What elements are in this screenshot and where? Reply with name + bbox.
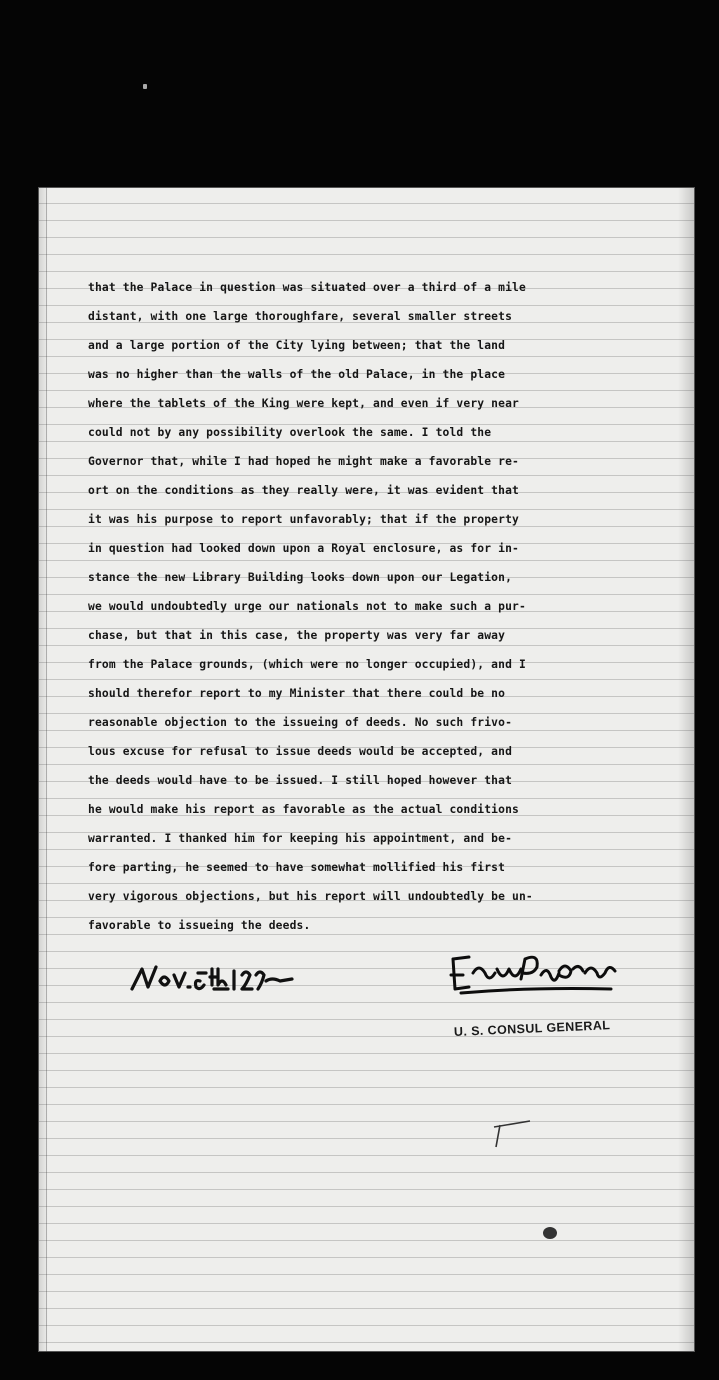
body-line: stance the new Library Building looks down upon our Legation, (88, 571, 513, 584)
body-line: very vigorous objections, but his report will undoubtedly be un- (88, 890, 533, 903)
body-line: where the tablets of the King were kept, and even if very near (88, 397, 519, 410)
handwritten-date (126, 959, 296, 1001)
ink-smudge (543, 1227, 557, 1239)
body-line: distant, with one large thoroughfare, several smaller streets (88, 310, 513, 323)
body-line: favorable to issueing the deeds. (88, 919, 311, 932)
body-line: ort on the conditions as they really were, it was evident that (88, 484, 519, 497)
signature (443, 949, 633, 1001)
body-line: it was his purpose to report unfavorably; that if the property (88, 513, 519, 526)
body-line: Governor that, while I had hoped he might make a favorable re- (88, 455, 519, 468)
letter-body (88, 273, 648, 940)
body-line: in question had looked down upon a Royal enclosure, as for in- (88, 542, 519, 555)
body-line: that the Palace in question was situated over a third of a mile (88, 281, 526, 294)
body-line: could not by any possibility overlook the same. I told the (88, 426, 492, 439)
body-line: should therefor report to my Minister that there could be no (88, 687, 506, 700)
document-page (38, 187, 695, 1352)
body-line: reasonable objection to the issueing of deeds. No such frivo- (88, 716, 513, 729)
body-line: fore parting, he seemed to have somewhat mollified his first (88, 861, 506, 874)
body-line: he would make his report as favorable as the actual conditions (88, 803, 519, 816)
body-line: and a large portion of the City lying between; that the land (88, 339, 506, 352)
body-line: was no higher than the walls of the old Palace, in the place (88, 368, 506, 381)
body-line: we would undoubtedly urge our nationals not to make such a pur- (88, 600, 526, 613)
body-line: lous excuse for refusal to issue deeds would be accepted, and (88, 745, 513, 758)
dust-speck (143, 84, 147, 89)
page-margin-line (46, 187, 47, 1352)
stray-pen-mark (490, 1117, 538, 1151)
body-line: chase, but that in this case, the property was very far away (88, 629, 506, 642)
consul-title-stamp: U. S. CONSUL GENERAL (453, 1018, 611, 1039)
body-line: warranted. I thanked him for keeping his appointment, and be- (88, 832, 513, 845)
body-line: from the Palace grounds, (which were no longer occupied), and I (88, 658, 526, 671)
body-line: the deeds would have to be issued. I still hoped however that (88, 774, 513, 787)
